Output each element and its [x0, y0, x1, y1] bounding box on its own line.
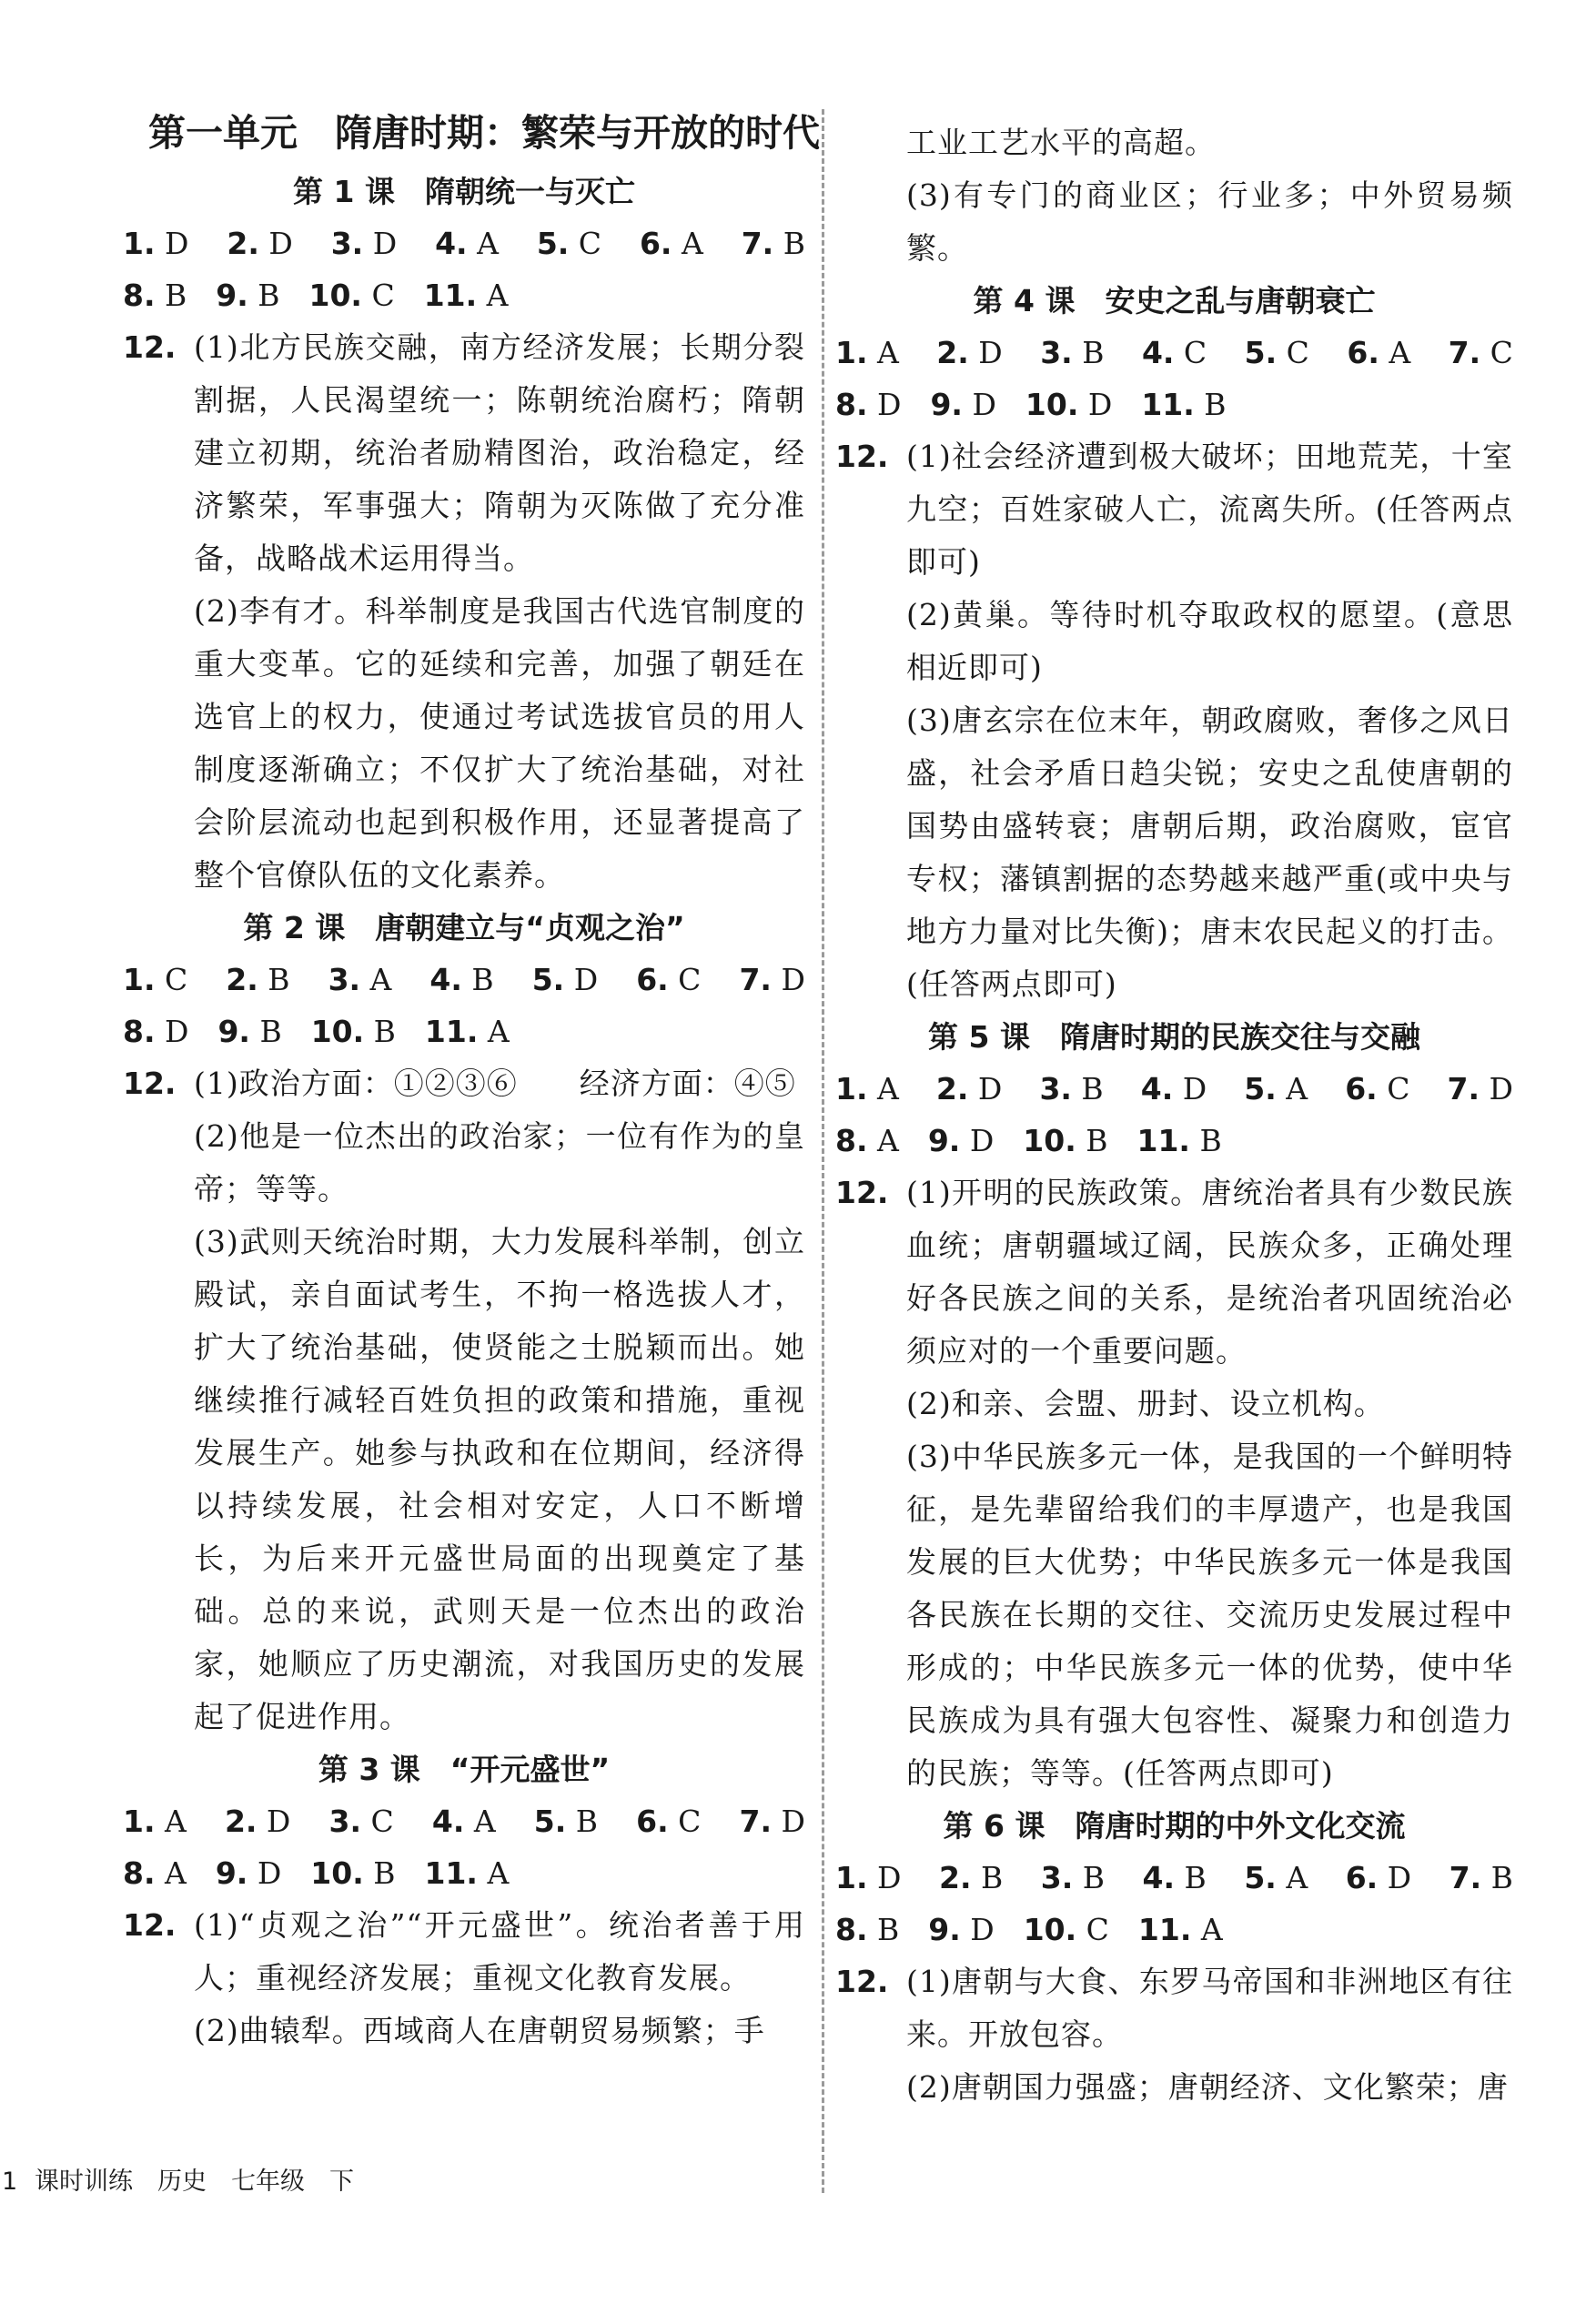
- mc-answers: [835, 379, 1513, 430]
- answer-paragraph: (2)他是一位杰出的政治家；一位有作为的皇帝；等等。: [194, 1118, 805, 1207]
- mc-question-number: 1.: [835, 335, 868, 370]
- mc-question-number: 2.: [935, 1071, 969, 1107]
- question-12: [835, 1167, 1513, 1800]
- page-number: 1: [2, 2168, 18, 2196]
- mc-answer-letter: A: [477, 278, 509, 313]
- mc-question-number: 2.: [224, 1804, 258, 1839]
- mc-question-number: 8.: [123, 1855, 156, 1891]
- mc-answer: [1142, 327, 1207, 379]
- answer-paragraph: (1)北方民族交融，南方经济发展；长期分裂割据，人民渴望统一；陈朝统治腐朽；隋朝建立初期，统治者励精图治，政治稳定，经济繁荣，军事强大；隋朝为灭陈做了充分准备，战略战术运用得当。: [194, 329, 805, 576]
- mc-answer: [1346, 1852, 1411, 1904]
- mc-answers: [835, 1115, 1513, 1167]
- mc-question-number: 6.: [639, 226, 672, 261]
- mc-question-number: 3.: [330, 226, 364, 261]
- answer-paragraph: (2)唐朝国力强盛；唐朝经济、文化繁荣；唐: [906, 2069, 1509, 2105]
- mc-question-number: 6.: [636, 1804, 669, 1839]
- mc-answer-letter: D: [258, 226, 293, 261]
- mc-answer-letter: B: [363, 1855, 396, 1891]
- mc-answer: [1141, 1063, 1207, 1115]
- mc-answer-letter: C: [361, 278, 395, 313]
- mc-answer-letter: A: [1276, 1071, 1308, 1107]
- mc-answer: [936, 1063, 1002, 1115]
- mc-answer-letter: D: [960, 1123, 995, 1158]
- mc-answer: [835, 379, 901, 430]
- mc-question-number: 6.: [636, 962, 669, 997]
- mc-question-number: 9.: [928, 1912, 961, 1947]
- mc-question-number: 7.: [741, 226, 774, 261]
- mc-answer: [425, 1005, 510, 1057]
- mc-answer: [1244, 1063, 1308, 1115]
- mc-answer-letter: B: [1076, 1123, 1108, 1158]
- mc-answer-letter: D: [247, 1855, 282, 1891]
- mc-question-number: 4.: [1142, 1860, 1176, 1895]
- mc-answer-letter: A: [1191, 1912, 1223, 1947]
- mc-answer: [1143, 1852, 1207, 1904]
- mc-question-number: 6.: [1347, 335, 1379, 370]
- mc-answers: [123, 954, 805, 1005]
- mc-answer-letter: D: [363, 226, 398, 261]
- answer-paragraph: (1)开明的民族政策。唐统治者具有少数民族血统；唐朝疆域辽阔，民族众多，正确处理好各民族之间的关系，是统治者巩固统治必须应对的一个重要问题。: [906, 1175, 1513, 1369]
- lesson-title-1: 第 1 课 隋朝统一与灭亡: [293, 174, 635, 209]
- mc-answer: [1138, 1904, 1223, 1955]
- mc-answer-letter: C: [1480, 335, 1513, 370]
- mc-answer-letter: B: [1071, 1071, 1104, 1107]
- mc-answer-letter: D: [1480, 1071, 1513, 1107]
- mc-answer: [537, 217, 601, 269]
- mc-question-number: 5.: [536, 226, 570, 261]
- question-12: [835, 1955, 1513, 2114]
- mc-answer-letter: A: [1276, 1860, 1308, 1895]
- mc-answer-letter: B: [258, 962, 290, 997]
- mc-answer: [432, 1795, 496, 1847]
- lesson-title-4: 第 4 课 安史之乱与唐朝衰亡: [973, 283, 1376, 318]
- mc-question-number: 4.: [1140, 1071, 1174, 1107]
- mc-answer: [331, 217, 397, 269]
- mc-question-number: 4.: [435, 226, 468, 261]
- mc-question-number: 4.: [1141, 335, 1175, 370]
- mc-answer: [835, 1904, 899, 1955]
- answer-paragraph: 工业工艺水平的高超。: [906, 125, 1216, 160]
- mc-answer: [532, 954, 598, 1005]
- question-12: [123, 1057, 805, 1743]
- mc-answer-letter: B: [247, 278, 280, 313]
- mc-question-number: 2.: [938, 1860, 972, 1895]
- mc-answer-letter: A: [360, 962, 392, 997]
- mc-question-number: 3.: [1039, 1071, 1072, 1107]
- mc-answer-letter: D: [257, 1804, 291, 1839]
- mc-question-number: 8.: [835, 1912, 868, 1947]
- mc-answers: [835, 1904, 1513, 1955]
- mc-answer-letter: B: [1175, 1860, 1207, 1895]
- mc-question-number: 7.: [1449, 1860, 1482, 1895]
- mc-answer: [328, 954, 392, 1005]
- mc-question-number: 4.: [429, 962, 462, 997]
- mc-question-number: 8.: [835, 387, 868, 422]
- question-number: 12.: [123, 329, 177, 365]
- lesson-title-5: 第 5 课 隋唐时期的民族交往与交融: [928, 1019, 1420, 1055]
- mc-answer: [835, 1115, 899, 1167]
- unit-title: 第一单元 隋唐时期：繁荣与开放的时代: [148, 111, 820, 155]
- question-number: 12.: [835, 1964, 889, 1999]
- mc-answer-letter: A: [672, 226, 703, 261]
- answer-paragraph: (3)唐玄宗在位末年，朝政腐败，奢侈之风日盛，社会矛盾日趋尖锐；安史之乱使唐朝的国势由盛转衰；唐朝后期，政治腐败，宦官专权；藩镇割据的态势越来越严重(或中央与地方力量对比失衡)；唐末农民起义的打击。(任答两点即可): [906, 702, 1513, 1002]
- mc-question-number: 3.: [328, 962, 361, 997]
- mc-answer-letter: C: [155, 962, 188, 997]
- mc-answer-letter: C: [668, 1804, 702, 1839]
- mc-question-number: 8.: [123, 278, 156, 313]
- question-12: [123, 1899, 805, 2057]
- mc-question-number: 4.: [431, 1804, 465, 1839]
- question-number: 12.: [835, 1175, 889, 1210]
- mc-answer: [1025, 379, 1112, 430]
- question-number: 12.: [123, 1066, 177, 1101]
- mc-question-number: 2.: [936, 335, 969, 370]
- mc-question-number: 9.: [927, 1123, 961, 1158]
- mc-answer: [928, 1115, 994, 1167]
- mc-question-number: 9.: [216, 278, 248, 313]
- mc-answer: [123, 954, 187, 1005]
- mc-answers: [123, 269, 805, 321]
- mc-question-number: 9.: [930, 387, 963, 422]
- mc-answer: [429, 954, 493, 1005]
- mc-answer: [216, 1847, 281, 1899]
- answer-paragraph: (1)社会经济遭到极大破坏；田地荒芜，十室九空；百姓家破人亡，流离失所。(任答两点即可): [906, 439, 1513, 580]
- mc-answer-letter: A: [867, 1071, 899, 1107]
- mc-answers: [835, 1063, 1513, 1115]
- mc-answer-letter: A: [477, 1855, 510, 1891]
- mc-answer-letter: B: [364, 1014, 396, 1049]
- mc-answer-letter: D: [771, 962, 805, 997]
- answer-paragraph: (1)“贞观之治”“开元盛世”。统治者善于用人；重视经济发展；重视文化教育发展。: [194, 1907, 805, 1996]
- mc-answer: [435, 217, 499, 269]
- mc-answer: [1244, 1852, 1308, 1904]
- mc-answer: [740, 1795, 805, 1847]
- right-column: [835, 116, 1513, 2114]
- mc-answer: [424, 269, 509, 321]
- mc-answer-letter: C: [668, 962, 702, 997]
- mc-answer-letter: B: [867, 1912, 900, 1947]
- mc-question-number: 10.: [310, 1014, 365, 1049]
- mc-question-number: 11.: [1137, 1912, 1192, 1947]
- mc-question-number: 11.: [1136, 1123, 1190, 1158]
- mc-answer: [216, 269, 279, 321]
- lesson-title-2: 第 2 课 唐朝建立与“贞观之治”: [243, 910, 685, 945]
- mc-answer: [1141, 379, 1226, 430]
- mc-answer: [1448, 1063, 1513, 1115]
- mc-answer-letter: C: [1377, 1071, 1410, 1107]
- mc-answer-letter: A: [464, 1804, 496, 1839]
- mc-answer: [1345, 1063, 1409, 1115]
- question-number: 12.: [123, 1907, 177, 1943]
- mc-answer: [1137, 1115, 1222, 1167]
- mc-answer-letter: D: [867, 387, 902, 422]
- mc-answer-letter: A: [867, 1123, 899, 1158]
- mc-answer: [329, 1795, 394, 1847]
- mc-question-number: 7.: [1448, 335, 1481, 370]
- mc-answer: [310, 1847, 395, 1899]
- mc-answer: [1449, 327, 1513, 379]
- mc-question-number: 1.: [123, 226, 156, 261]
- mc-answer: [640, 217, 703, 269]
- answer-paragraph: (3)中华民族多元一体，是我国的一个鲜明特征，是先辈留给我们的丰厚遗产，也是我国发展的巨大优势；中华民族多元一体是我国各民族在长期的交往、交流历史发展过程中形成的；中华民族多元一体的优势，使中华民族成为具有强大包容性、凝聚力和创造力的民族；等等。(任答两点即可): [906, 1439, 1513, 1791]
- mc-answer: [936, 327, 1002, 379]
- mc-question-number: 8.: [835, 1123, 868, 1158]
- mc-answer-letter: D: [1173, 1071, 1207, 1107]
- left-column: [123, 107, 820, 2057]
- mc-answer-letter: D: [155, 1014, 189, 1049]
- mc-question-number: 1.: [835, 1071, 868, 1107]
- mc-question-number: 5.: [533, 1804, 567, 1839]
- mc-answers: [123, 1795, 805, 1847]
- mc-answer-letter: B: [1189, 1123, 1222, 1158]
- mc-answer-letter: C: [1076, 1912, 1109, 1947]
- mc-question-number: 5.: [1244, 335, 1278, 370]
- mc-question-number: 10.: [1025, 387, 1079, 422]
- mc-answer: [636, 954, 701, 1005]
- question-number: 12.: [835, 439, 889, 474]
- book-info: 课时训练 历史 七年级 下: [35, 2168, 354, 2196]
- mc-answers: [835, 1852, 1513, 1904]
- answer-paragraph: (2)黄巢。等待时机夺取政权的愿望。(意思相近即可): [906, 597, 1513, 685]
- mc-answer: [1347, 327, 1410, 379]
- mc-answer-letter: A: [867, 335, 899, 370]
- mc-answer-letter: C: [1174, 335, 1207, 370]
- mc-answer-letter: D: [867, 1860, 902, 1895]
- mc-question-number: 8.: [123, 1014, 156, 1049]
- mc-answer: [636, 1795, 701, 1847]
- mc-answer-letter: B: [1072, 335, 1105, 370]
- mc-answer-letter: B: [249, 1014, 282, 1049]
- mc-answer-letter: D: [1078, 387, 1113, 422]
- answer-paragraph: (2)曲辕犁。西域商人在唐朝贸易频繁；手: [194, 2013, 765, 2048]
- mc-answer: [742, 217, 805, 269]
- mc-answer: [425, 1847, 510, 1899]
- mc-question-number: 2.: [226, 962, 258, 997]
- answer-paragraph: (3)有专门的商业区；行业多；中外贸易频繁。: [906, 177, 1513, 266]
- mc-answer-letter: B: [1481, 1860, 1513, 1895]
- mc-answer: [123, 217, 188, 269]
- mc-answers: [123, 1005, 805, 1057]
- mc-answer-letter: A: [1379, 335, 1411, 370]
- mc-question-number: 3.: [1040, 1860, 1074, 1895]
- mc-question-number: 11.: [424, 1855, 478, 1891]
- answer-paragraph: (3)武则天统治时期，大力发展科举制，创立殿试，亲自面试考生，不拘一格选拔人才，扩大了统治基础，使贤能之士脱颖而出。她继续推行减轻百姓负担的政策和措施，重视发展生产。她参与执政和在位期间，经济得以持续发展，社会相对安定，人口不断增长，为后来开元盛世局面的出现奠定了基础。总的来说，武则天是一位杰出的政治家，她顺应了历史潮流，对我国历史的发展起了促进作用。: [194, 1224, 805, 1734]
- mc-answer-letter: B: [971, 1860, 1004, 1895]
- mc-answer-letter: D: [1378, 1860, 1412, 1895]
- mc-question-number: 10.: [310, 1855, 364, 1891]
- mc-answer: [217, 1005, 281, 1057]
- mc-question-number: 1.: [123, 1804, 156, 1839]
- mc-question-number: 2.: [227, 226, 259, 261]
- mc-question-number: 7.: [1447, 1071, 1480, 1107]
- mc-question-number: 7.: [739, 1804, 773, 1839]
- mc-question-number: 9.: [215, 1855, 248, 1891]
- mc-question-number: 9.: [217, 1014, 250, 1049]
- mc-question-number: 1.: [835, 1860, 868, 1895]
- mc-answer: [123, 1795, 187, 1847]
- mc-answer-letter: B: [461, 962, 494, 997]
- mc-answer-letter: C: [569, 226, 602, 261]
- mc-answer-letter: A: [155, 1804, 187, 1839]
- mc-answer-letter: D: [155, 226, 189, 261]
- mc-answer: [311, 1005, 396, 1057]
- mc-question-number: 10.: [308, 278, 362, 313]
- mc-question-number: 10.: [1023, 1123, 1076, 1158]
- mc-answer: [739, 954, 804, 1005]
- mc-question-number: 5.: [1244, 1860, 1277, 1895]
- mc-question-number: 11.: [424, 1014, 479, 1049]
- mc-answer-letter: D: [564, 962, 599, 997]
- mc-answer: [1039, 1063, 1103, 1115]
- mc-answer-letter: C: [361, 1804, 394, 1839]
- mc-answer: [928, 1904, 994, 1955]
- answer-paragraph: (2)李有才。科举制度是我国古代选官制度的重大变革。它的延续和完善，加强了朝廷在选官上的权力，使通过考试选拔官员的用人制度逐渐确立；不仅扩大了统治基础，对社会阶层流动也起到积极作用，还显著提高了整个官僚队伍的文化素养。: [194, 593, 805, 893]
- mc-answer: [1040, 327, 1104, 379]
- mc-answer-letter: D: [968, 1071, 1003, 1107]
- mc-answer-letter: B: [1073, 1860, 1106, 1895]
- mc-answer: [1024, 1904, 1109, 1955]
- mc-answer: [534, 1795, 598, 1847]
- mc-answer-letter: A: [467, 226, 499, 261]
- mc-answer-letter: B: [1194, 387, 1227, 422]
- mc-answer: [835, 1063, 899, 1115]
- mc-question-number: 6.: [1345, 1071, 1378, 1107]
- mc-answer: [227, 217, 292, 269]
- mc-answer-letter: B: [566, 1804, 599, 1839]
- mc-answer-letter: D: [960, 1912, 995, 1947]
- mc-answer: [1041, 1852, 1105, 1904]
- mc-answers: [123, 1847, 805, 1899]
- mc-question-number: 11.: [1141, 387, 1195, 422]
- mc-answer-letter: B: [155, 278, 187, 313]
- mc-answer: [835, 327, 899, 379]
- question-12: [835, 430, 1513, 1011]
- mc-question-number: 7.: [739, 962, 772, 997]
- mc-answer: [309, 269, 395, 321]
- mc-answer-letter: C: [1277, 335, 1309, 370]
- mc-answer: [939, 1852, 1003, 1904]
- lesson-title-3: 第 3 课 “开元盛世”: [318, 1752, 611, 1787]
- mc-answer: [1023, 1115, 1107, 1167]
- mc-answer-letter: D: [962, 387, 996, 422]
- mc-question-number: 5.: [1244, 1071, 1277, 1107]
- mc-question-number: 3.: [328, 1804, 361, 1839]
- mc-answer: [930, 379, 995, 430]
- mc-answer: [1245, 327, 1309, 379]
- mc-answer: [123, 269, 187, 321]
- mc-answer-letter: A: [478, 1014, 510, 1049]
- mc-answers: [835, 327, 1513, 379]
- mc-question-number: 3.: [1040, 335, 1073, 370]
- answer-paragraph: (1)唐朝与大食、东罗马帝国和非洲地区有往来。开放包容。: [906, 1964, 1513, 2052]
- answer-paragraph: (2)和亲、会盟、册封、设立机构。: [906, 1386, 1385, 1421]
- mc-question-number: 1.: [123, 962, 156, 997]
- question-12: [123, 321, 805, 902]
- answer-paragraph: (1)政治方面：①②③⑥ 经济方面：④⑤: [194, 1066, 796, 1101]
- mc-answer: [835, 1852, 901, 1904]
- mc-question-number: 6.: [1345, 1860, 1379, 1895]
- mc-answers: [123, 217, 805, 269]
- column-divider: [822, 109, 824, 2193]
- lesson-title-6: 第 6 课 隋唐时期的中外文化交流: [943, 1808, 1406, 1844]
- mc-answer-letter: B: [773, 226, 805, 261]
- mc-answer: [123, 1847, 187, 1899]
- mc-answer: [226, 954, 289, 1005]
- mc-question-number: 11.: [423, 278, 478, 313]
- mc-question-number: 10.: [1023, 1912, 1077, 1947]
- mc-answer: [1450, 1852, 1513, 1904]
- mc-answer-letter: A: [155, 1855, 187, 1891]
- mc-answer-letter: D: [772, 1804, 805, 1839]
- mc-question-number: 5.: [531, 962, 565, 997]
- mc-answer: [123, 1005, 188, 1057]
- mc-answer: [225, 1795, 290, 1847]
- mc-answer-letter: D: [968, 335, 1003, 370]
